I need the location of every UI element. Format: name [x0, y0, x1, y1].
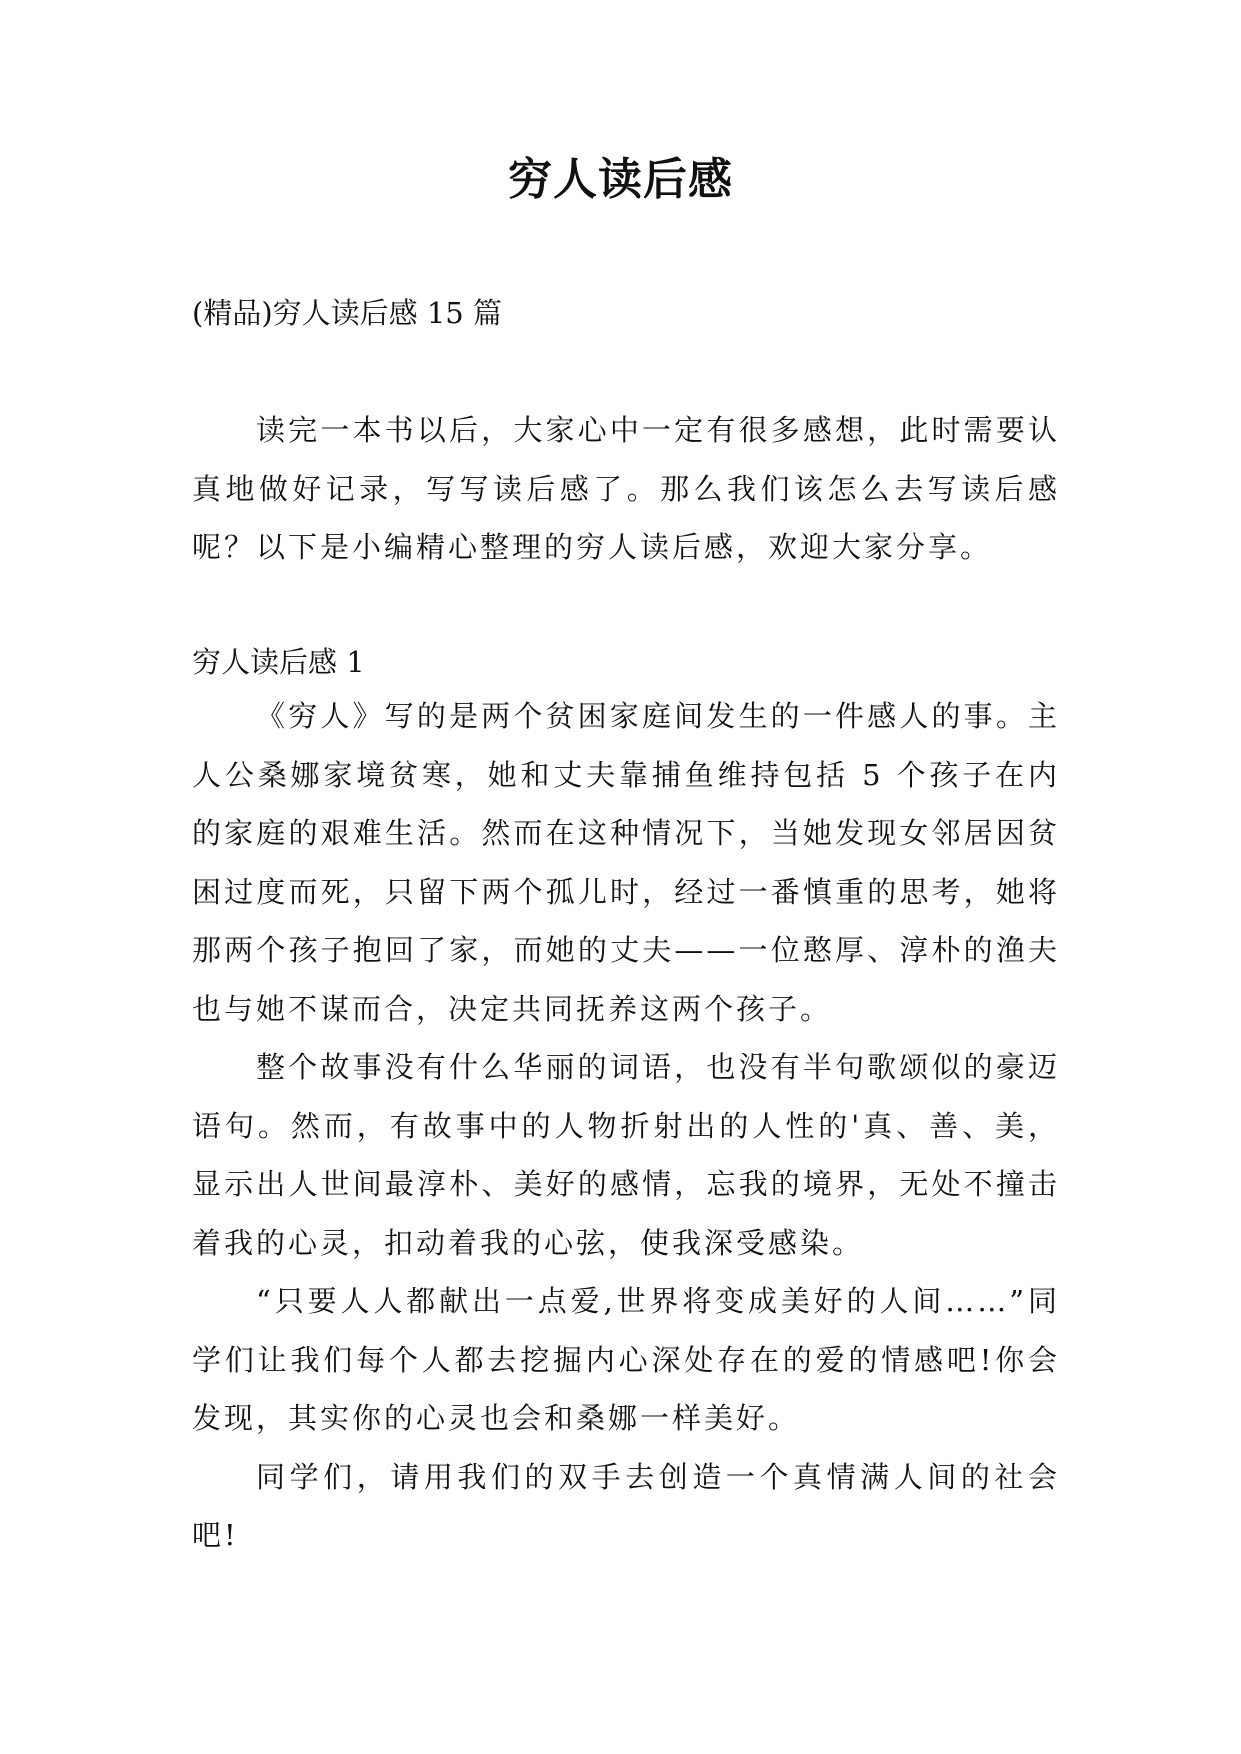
body-paragraph-1: 《穷人》写的是两个贫困家庭间发生的一件感人的事。主人公桑娜家境贫寒，她和丈夫靠捕鱼维持包括 5 个孩子在内的家庭的艰难生活。然而在这种情况下，当她发现女邻居因贫困过度而死，只留下两个孤儿时，经过一番慎重的思考，她将那两个孩子抱回了家，而她的丈夫——一位憨厚、淳朴的渔夫也与她不谋而合，决定共同抚养这两个孩子。 — [192, 699, 1060, 1026]
document-title: 穷人读后感 — [508, 154, 733, 205]
section-body — [192, 687, 1060, 1565]
body-paragraph-4: 同学们，请用我们的双手去创造一个真情满人间的社会吧! — [192, 1459, 1060, 1552]
document-subtitle: (精品)穷人读后感 15 篇 — [192, 296, 502, 330]
section-heading: 穷人读后感 1 — [192, 645, 365, 679]
body-paragraph-3: “只要人人都献出一点爱,世界将变成美好的人间……”同学们让我们每个人都去挖掘内心深处存在的爱的情感吧!你会发现，其实你的心灵也会和桑娜一样美好。 — [192, 1284, 1060, 1435]
intro-paragraph: 读完一本书以后，大家心中一定有很多感想，此时需要认真地做好记录，写写读后感了。那么我们该怎么去写读后感呢？以下是小编精心整理的穷人读后感，欢迎大家分享。 — [192, 413, 1060, 564]
body-paragraph-2: 整个故事没有什么华丽的词语，也没有半句歌颂似的豪迈语句。然而，有故事中的人物折射出的人性的'真、善、美，显示出人世间最淳朴、美好的感情，忘我的境界，无处不撞击着我的心灵，扣动着我的心弦，使我深受感染。 — [192, 1050, 1060, 1260]
intro-block — [192, 401, 1060, 577]
